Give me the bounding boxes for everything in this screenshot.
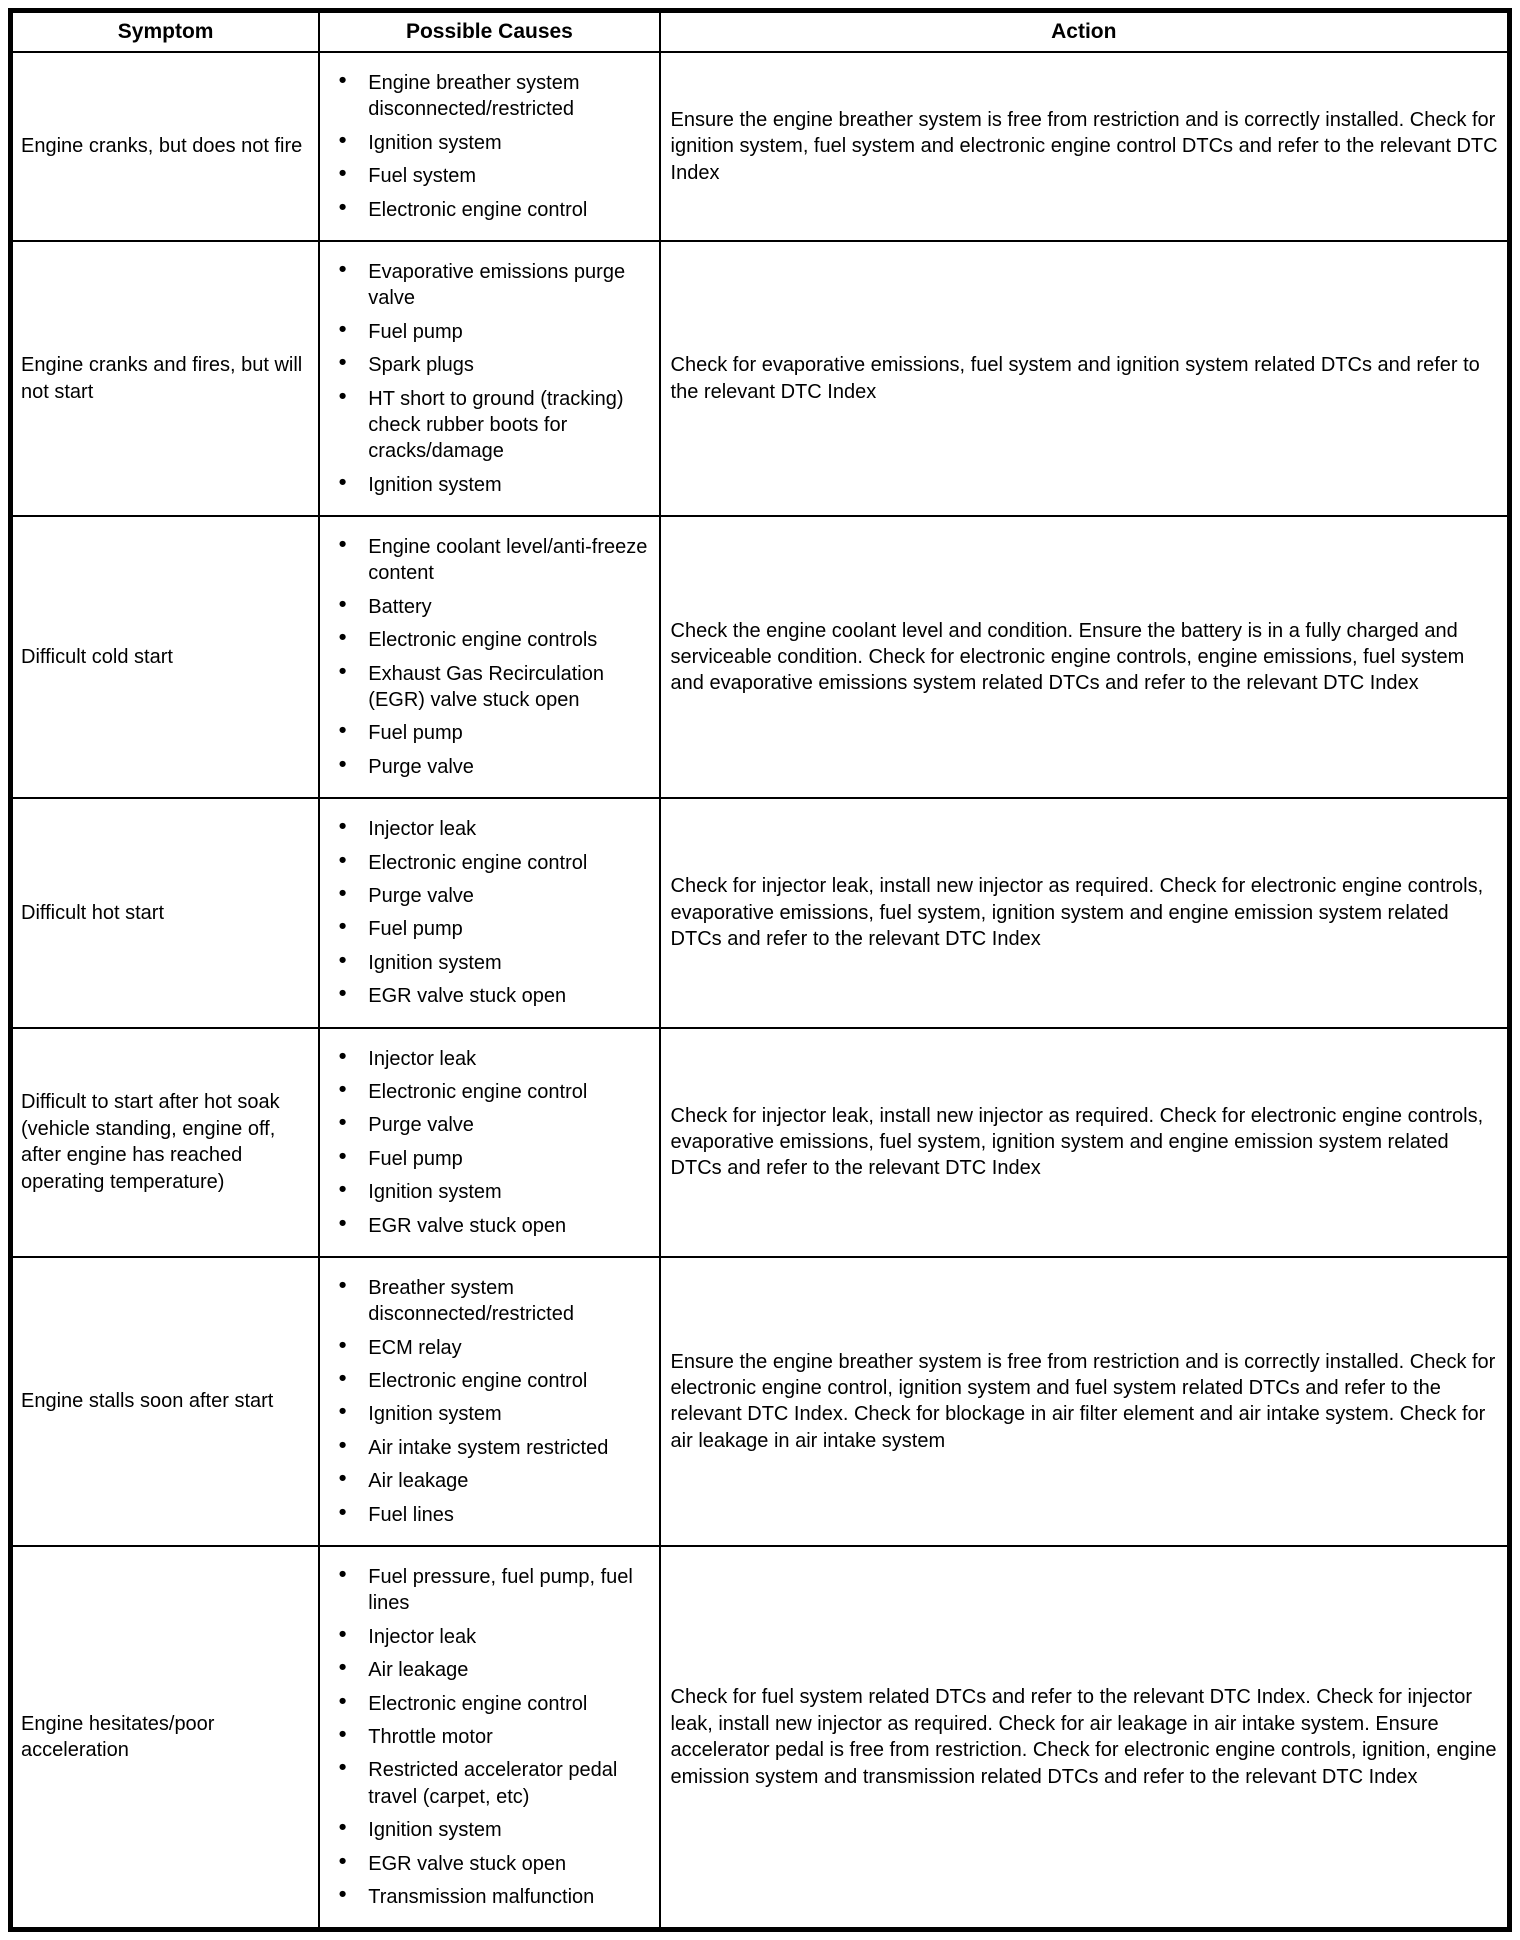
- symptom-cell: Engine cranks, but does not fire: [11, 52, 320, 241]
- action-cell: Ensure the engine breather system is free from restriction and is correctly installed. Check for electronic engine control, ignition system and fuel system related DTCs and refer to the relevant DTC Index. Check for blockage in air filter element and air intake system. Check for air leakage in air intake system: [660, 1257, 1510, 1546]
- cause-item: ● Evaporative emissions purge valve: [326, 259, 654, 312]
- cause-item: ● Purge valve: [326, 754, 654, 780]
- symptom-cell: Difficult cold start: [11, 516, 320, 798]
- table-row: [11, 52, 1510, 241]
- cause-item: ● Ignition system: [326, 472, 654, 498]
- action-cell: Check for evaporative emissions, fuel system and ignition system related DTCs and refer to the relevant DTC Index: [660, 241, 1510, 516]
- table-row: [11, 1028, 1510, 1257]
- cause-item: ● Injector leak: [326, 816, 654, 842]
- possible-causes-cell: [319, 1257, 659, 1546]
- cause-item: ● Engine coolant level/anti-freeze content: [326, 534, 654, 587]
- cause-item: ● Restricted accelerator pedal travel (carpet, etc): [326, 1757, 654, 1810]
- table-row: [11, 241, 1510, 516]
- cause-item: ● Fuel pump: [326, 916, 654, 942]
- possible-causes-cell: [319, 241, 659, 516]
- cause-item: ● ECM relay: [326, 1335, 654, 1361]
- cause-item: ● Ignition system: [326, 130, 654, 156]
- causes-list: [326, 816, 654, 1009]
- cause-item: ● Fuel lines: [326, 1502, 654, 1528]
- possible-causes-cell: [319, 798, 659, 1027]
- table-body: [11, 52, 1510, 1930]
- header-row: [11, 11, 1510, 53]
- cause-item: ● Electronic engine control: [326, 1079, 654, 1105]
- action-cell: Check for injector leak, install new injector as required. Check for electronic engine controls, evaporative emissions, fuel system, ignition system and engine emission system related DTCs and refer to the relevant DTC Index: [660, 798, 1510, 1027]
- cause-item: ● Engine breather system disconnected/restricted: [326, 70, 654, 123]
- cause-item: ● Air leakage: [326, 1468, 654, 1494]
- symptom-diagnosis-table: [8, 8, 1512, 1932]
- cause-item: ● Fuel pressure, fuel pump, fuel lines: [326, 1564, 654, 1617]
- symptom-cell: Engine hesitates/poor acceleration: [11, 1546, 320, 1930]
- table-row: [11, 1257, 1510, 1546]
- table-row: [11, 1546, 1510, 1930]
- symptom-cell: Engine cranks and fires, but will not start: [11, 241, 320, 516]
- table-row: [11, 516, 1510, 798]
- cause-item: ● Electronic engine control: [326, 197, 654, 223]
- possible-causes-cell: [319, 1028, 659, 1257]
- action-cell: Check the engine coolant level and condition. Ensure the battery is in a fully charged and serviceable condition. Check for electronic engine controls, engine emissions, fuel system and evaporative emissions system related DTCs and refer to the relevant DTC Index: [660, 516, 1510, 798]
- cause-item: ● HT short to ground (tracking) check rubber boots for cracks/damage: [326, 386, 654, 465]
- cause-item: ● Purge valve: [326, 1112, 654, 1138]
- symptom-cell: Engine stalls soon after start: [11, 1257, 320, 1546]
- possible-causes-cell: [319, 516, 659, 798]
- cause-item: ● Electronic engine control: [326, 850, 654, 876]
- causes-list: [326, 534, 654, 780]
- cause-item: ● Ignition system: [326, 1179, 654, 1205]
- action-cell: Check for fuel system related DTCs and refer to the relevant DTC Index. Check for injector leak, install new injector as required. Check for air leakage in air intake system. Ensure accelerator pedal is free from restriction. Check for electronic engine controls, ignition, engine emission system and transmission related DTCs and refer to the relevant DTC Index: [660, 1546, 1510, 1930]
- action-cell: Check for injector leak, install new injector as required. Check for electronic engine controls, evaporative emissions, fuel system, ignition system and engine emission system related DTCs and refer to the relevant DTC Index: [660, 1028, 1510, 1257]
- cause-item: ● Spark plugs: [326, 352, 654, 378]
- cause-item: ● Ignition system: [326, 1401, 654, 1427]
- cause-item: ● Battery: [326, 594, 654, 620]
- cause-item: ● Fuel pump: [326, 319, 654, 345]
- cause-item: ● Injector leak: [326, 1624, 654, 1650]
- causes-list: [326, 1564, 654, 1910]
- cause-item: ● Fuel pump: [326, 720, 654, 746]
- symptom-cell: Difficult hot start: [11, 798, 320, 1027]
- cause-item: ● Air leakage: [326, 1657, 654, 1683]
- cause-item: ● Fuel system: [326, 163, 654, 189]
- cause-item: ● Electronic engine control: [326, 1368, 654, 1394]
- cause-item: ● Air intake system restricted: [326, 1435, 654, 1461]
- cause-item: ● Electronic engine control: [326, 1691, 654, 1717]
- cause-item: ● Ignition system: [326, 1817, 654, 1843]
- cause-item: ● Fuel pump: [326, 1146, 654, 1172]
- cause-item: ● EGR valve stuck open: [326, 983, 654, 1009]
- header-action: Action: [660, 11, 1510, 53]
- header-possible-causes: Possible Causes: [319, 11, 659, 53]
- cause-item: ● Electronic engine controls: [326, 627, 654, 653]
- cause-item: ● Breather system disconnected/restricted: [326, 1275, 654, 1328]
- cause-item: ● EGR valve stuck open: [326, 1851, 654, 1877]
- symptom-cell: Difficult to start after hot soak (vehicle standing, engine off, after engine has reached operating temperature): [11, 1028, 320, 1257]
- causes-list: [326, 1275, 654, 1528]
- cause-item: ● Transmission malfunction: [326, 1884, 654, 1910]
- cause-item: ● EGR valve stuck open: [326, 1213, 654, 1239]
- cause-item: ● Throttle motor: [326, 1724, 654, 1750]
- action-cell: Ensure the engine breather system is free from restriction and is correctly installed. Check for ignition system, fuel system and electronic engine control DTCs and refer to the relevant DTC Index: [660, 52, 1510, 241]
- table-row: [11, 798, 1510, 1027]
- causes-list: [326, 259, 654, 498]
- cause-item: ● Exhaust Gas Recirculation (EGR) valve stuck open: [326, 661, 654, 714]
- possible-causes-cell: [319, 1546, 659, 1930]
- possible-causes-cell: [319, 52, 659, 241]
- causes-list: [326, 1046, 654, 1239]
- header-symptom: Symptom: [11, 11, 320, 53]
- cause-item: ● Purge valve: [326, 883, 654, 909]
- cause-item: ● Injector leak: [326, 1046, 654, 1072]
- causes-list: [326, 70, 654, 223]
- cause-item: ● Ignition system: [326, 950, 654, 976]
